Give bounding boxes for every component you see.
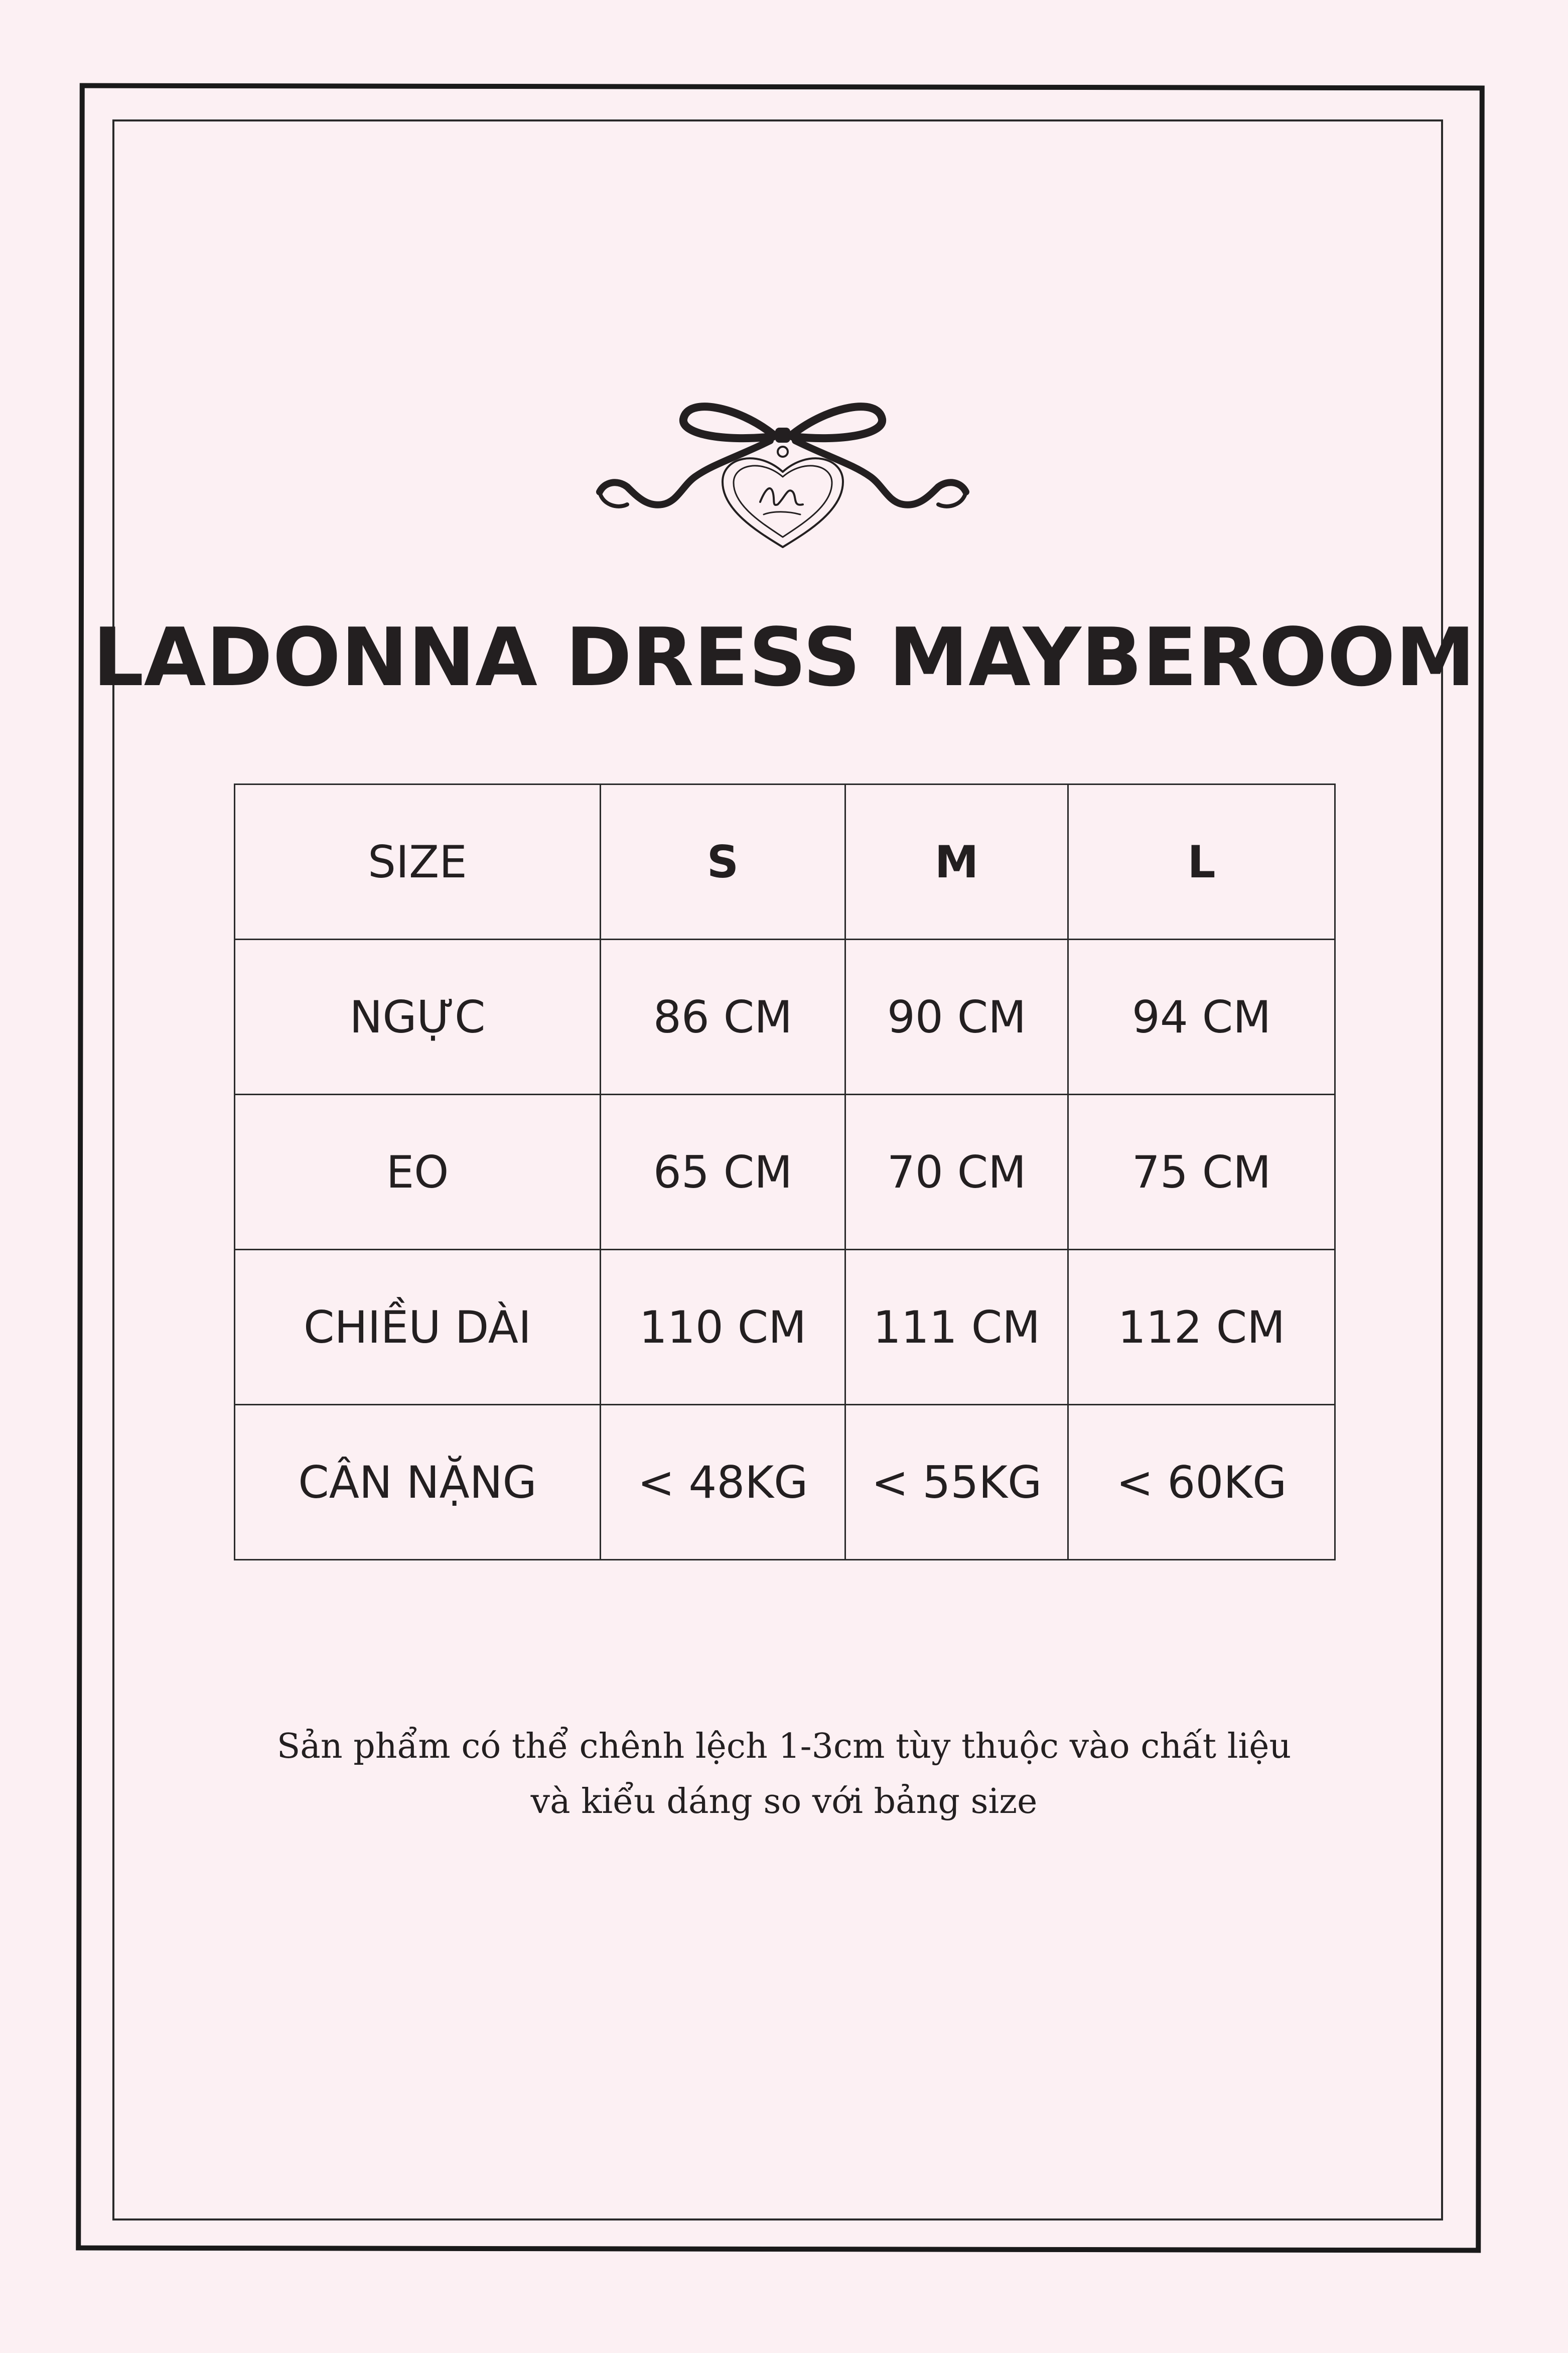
table-row xyxy=(235,1095,1335,1250)
header-size-label: SIZE xyxy=(235,785,601,940)
note-line-1: Sản phẩm có thể chênh lệch 1-3cm tùy thuộc vào chất liệu xyxy=(276,1727,1292,1766)
row-label-weight: CÂN NẶNG xyxy=(235,1405,601,1560)
table-row xyxy=(235,1405,1335,1560)
note-line-2: và kiểu dáng so với bảng size xyxy=(530,1782,1038,1821)
table-cell: 110 CM xyxy=(601,1250,845,1405)
size-chart-table xyxy=(234,783,1336,1560)
page-title: LADONNA DRESS MAYBEROOM xyxy=(92,610,1476,704)
table-cell: 75 CM xyxy=(1068,1095,1335,1250)
table-cell: 65 CM xyxy=(601,1095,845,1250)
row-label-length: CHIỀU DÀI xyxy=(235,1250,601,1405)
header-size-m: M xyxy=(845,785,1068,940)
table-cell: 86 CM xyxy=(601,940,845,1095)
bow-heart-locket-icon xyxy=(572,397,988,557)
header-size-l: L xyxy=(1068,785,1335,940)
table-cell: < 48KG xyxy=(601,1405,845,1560)
table-cell: 94 CM xyxy=(1068,940,1335,1095)
header-size-s: S xyxy=(601,785,845,940)
table-cell: 90 CM xyxy=(845,940,1068,1095)
table-cell: 111 CM xyxy=(845,1250,1068,1405)
row-label-waist: EO xyxy=(235,1095,601,1250)
table-row xyxy=(235,940,1335,1095)
table-row xyxy=(235,1250,1335,1405)
size-disclaimer-note xyxy=(0,1719,1568,1829)
table-cell: < 55KG xyxy=(845,1405,1068,1560)
table-cell: < 60KG xyxy=(1068,1405,1335,1560)
table-header-row xyxy=(235,785,1335,940)
table-cell: 112 CM xyxy=(1068,1250,1335,1405)
table-cell: 70 CM xyxy=(845,1095,1068,1250)
row-label-bust: NGỰC xyxy=(235,940,601,1095)
